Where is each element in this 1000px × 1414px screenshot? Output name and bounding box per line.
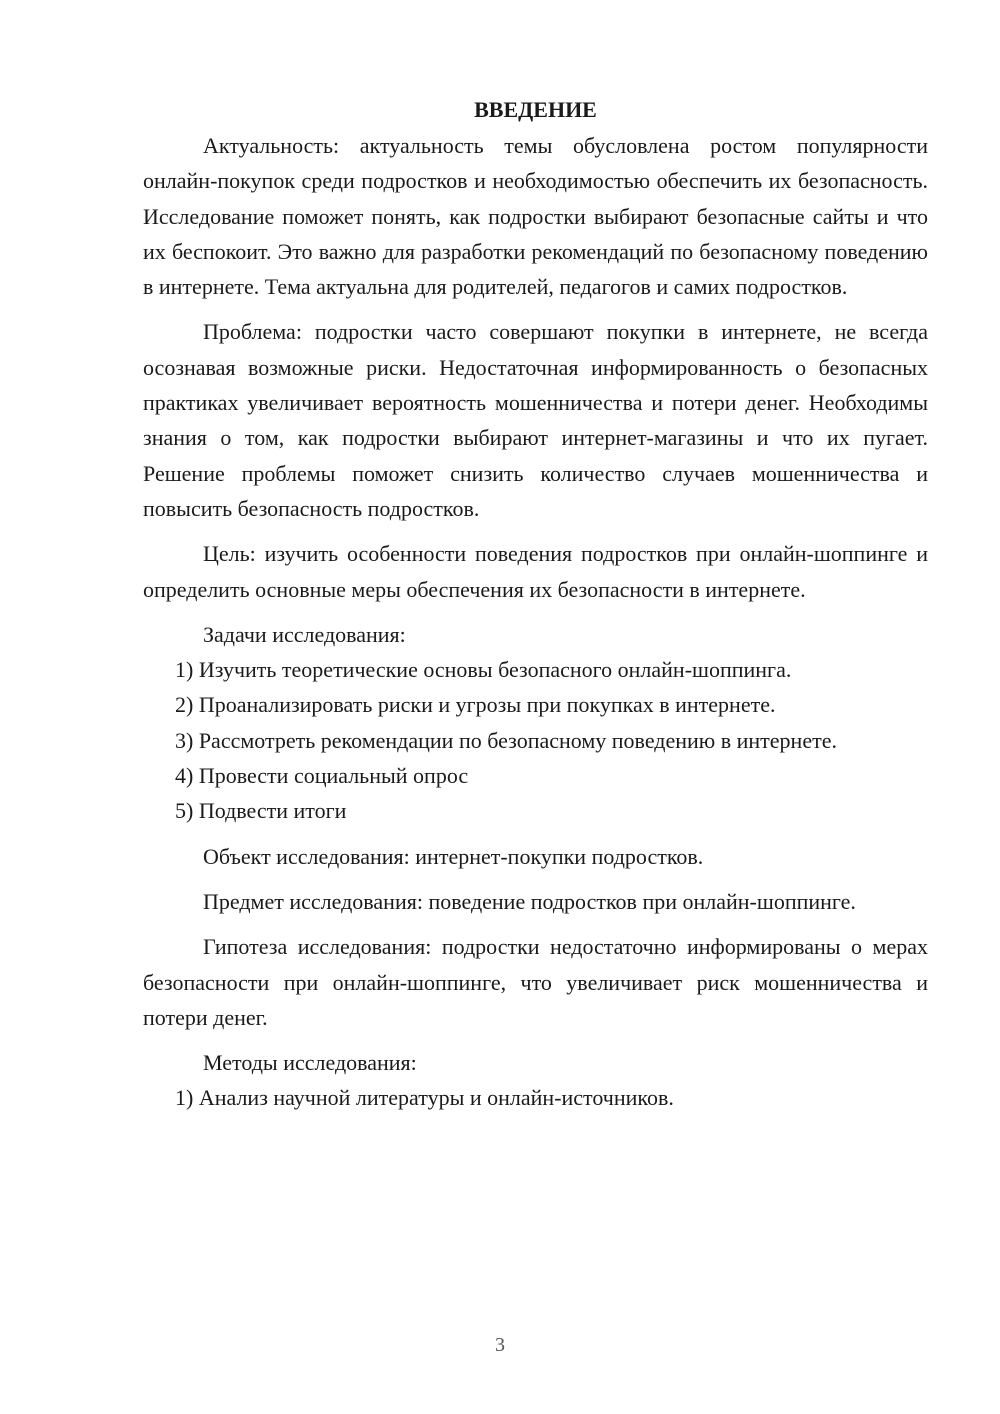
problem-paragraph: Проблема: подростки часто совершают покупки в интернете, не всегда осознавая возможные риски. Недостаточная информированность о безопасных практиках увеличивает вероятность мошенничества и потери денег. Необходимы знания о том, как подростки выбирают интернет-магазины и что их пугает. Решение проблемы поможет снизить количество случаев мошенничества и повысить безопасность подростков. bbox=[143, 319, 928, 521]
methods-list bbox=[143, 1080, 928, 1115]
tasks-heading: Задачи исследования: bbox=[203, 621, 406, 647]
tasks-list bbox=[143, 652, 928, 828]
section-title: ВВЕДЕНИЕ bbox=[474, 97, 597, 122]
list-item: 2) Проанализировать риски и угрозы при покупках в интернете. bbox=[175, 692, 776, 718]
list-item: 5) Подвести итоги bbox=[175, 798, 347, 824]
relevance-paragraph: Актуальность: актуальность темы обусловлена ростом популярности онлайн-покупок среди подростков и необходимостью обеспечить их безопасность. Исследование поможет понять, как подростки выбирают безопасные сайты и что их беспокоит. Это важно для разработки рекомендаций по безопасному поведению в интернете. Тема актуальна для родителей, педагогов и самих подростков. bbox=[143, 133, 928, 300]
methods-heading: Методы исследования: bbox=[203, 1050, 417, 1076]
object-paragraph: Объект исследования: интернет-покупки подростков. bbox=[203, 843, 704, 869]
document-page bbox=[143, 92, 928, 1116]
page-number: 3 bbox=[495, 1334, 505, 1356]
hypothesis-paragraph: Гипотеза исследования: подростки недостаточно информированы о мерах безопасности при онлайн-шоппинге, что увеличивает риск мошенничества и потери денег. bbox=[143, 934, 928, 1030]
list-item: 1) Изучить теоретические основы безопасного онлайн-шоппинга. bbox=[175, 657, 792, 683]
goal-paragraph: Цель: изучить особенности поведения подростков при онлайн-шоппинге и определить основные меры обеспечения их безопасности в интернете. bbox=[143, 541, 928, 602]
list-item: 3) Рассмотреть рекомендации по безопасному поведению в интернете. bbox=[175, 727, 837, 753]
list-item: 1) Анализ научной литературы и онлайн-источников. bbox=[175, 1085, 674, 1111]
list-item: 4) Провести социальный опрос bbox=[175, 763, 469, 789]
subject-paragraph: Предмет исследования: поведение подростков при онлайн-шоппинге. bbox=[203, 888, 856, 914]
